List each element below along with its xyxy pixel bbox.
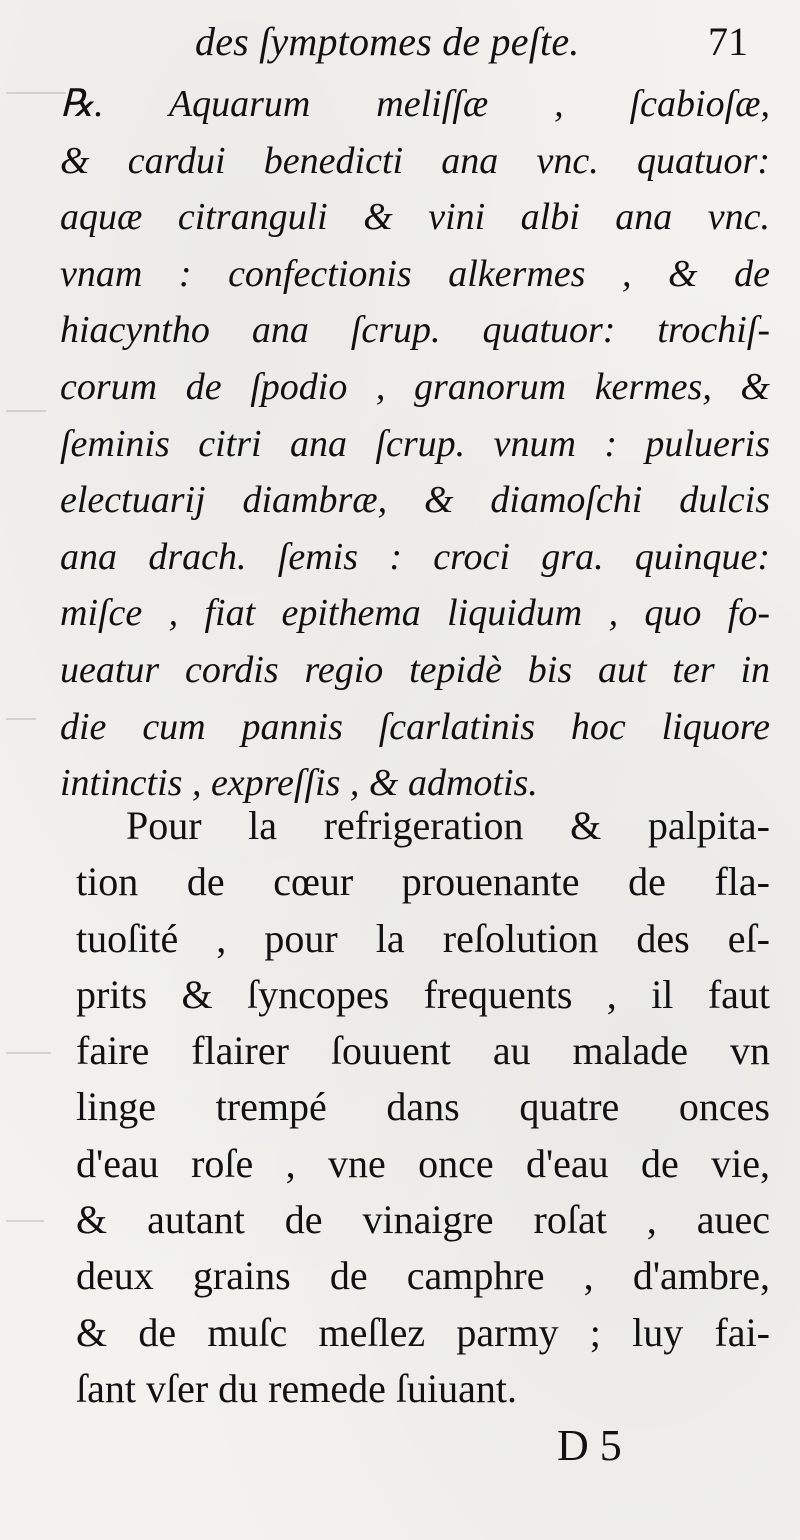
paragraph-line: prits & ſyncopes frequents , il faut <box>76 971 770 1017</box>
recipe-line: ana drach. ſemis : croci gra. quinque: <box>60 535 770 578</box>
paragraph-line: & de muſc meſlez parmy ; luy fai- <box>76 1309 770 1355</box>
paragraph-line: linge trempé dans quatre onces <box>76 1084 770 1130</box>
paragraph-line: faire flairer ſouuent au malade vn <box>76 1028 770 1074</box>
latin-recipe <box>60 76 770 812</box>
paragraph-line: & autant de vinaigre roſat , auec <box>76 1197 770 1243</box>
recipe-line: ℞. Aquarum meliſſæ , ſcabioſæ, <box>60 83 770 125</box>
paragraph-line: ſant vſer du remede ſuiuant. <box>76 1365 517 1411</box>
recipe-line: electuarij diambræ, & diamoſchi dulcis <box>60 479 770 522</box>
recipe-line: corum de ſpodio , granorum kermes, & <box>60 365 770 408</box>
signature-mark: D 5 <box>557 1421 622 1470</box>
paragraph-line: tion de cœur prouenante de fla- <box>76 859 770 905</box>
bleed-through-mark <box>6 92 66 94</box>
page-number: 71 <box>708 19 748 64</box>
recipe-line: hiacyntho ana ſcrup. quatuor: trochiſ- <box>60 309 770 352</box>
recipe-line: & cardui benedicti ana vnc. quatuor: <box>60 139 770 182</box>
recipe-line: die cum pannis ſcarlatinis hoc liquore <box>60 705 770 748</box>
page-header <box>0 12 800 72</box>
bleed-through-mark <box>6 1052 51 1054</box>
recipe-line: ueatur cordis regio tepidè bis aut ter in <box>60 648 770 691</box>
french-paragraph <box>76 798 770 1417</box>
recipe-line: miſce , fiat epithema liquidum , quo fo- <box>60 592 770 635</box>
paragraph-line: Pour la refrigeration & palpita- <box>126 803 770 848</box>
bleed-through-mark <box>6 1220 44 1222</box>
paragraph-line: d'eau roſe , vne once d'eau de vie, <box>76 1140 770 1186</box>
running-title: des ſymptomes de peſte. <box>195 19 580 64</box>
recipe-line: intinctis , expreſſis , & admotis. <box>60 762 538 805</box>
paragraph-line: tuoſité , pour la reſolution des eſ- <box>76 915 770 961</box>
recipe-line: vnam : confectionis alkermes , & de <box>60 252 770 295</box>
bleed-through-mark <box>6 718 36 720</box>
recipe-line: aquæ citranguli & vini albi ana vnc. <box>60 196 770 239</box>
paragraph-line: deux grains de camphre , d'ambre, <box>76 1253 770 1299</box>
bleed-through-mark <box>6 410 46 412</box>
recipe-line: ſeminis citri ana ſcrup. vnum : pulueris <box>60 422 770 465</box>
